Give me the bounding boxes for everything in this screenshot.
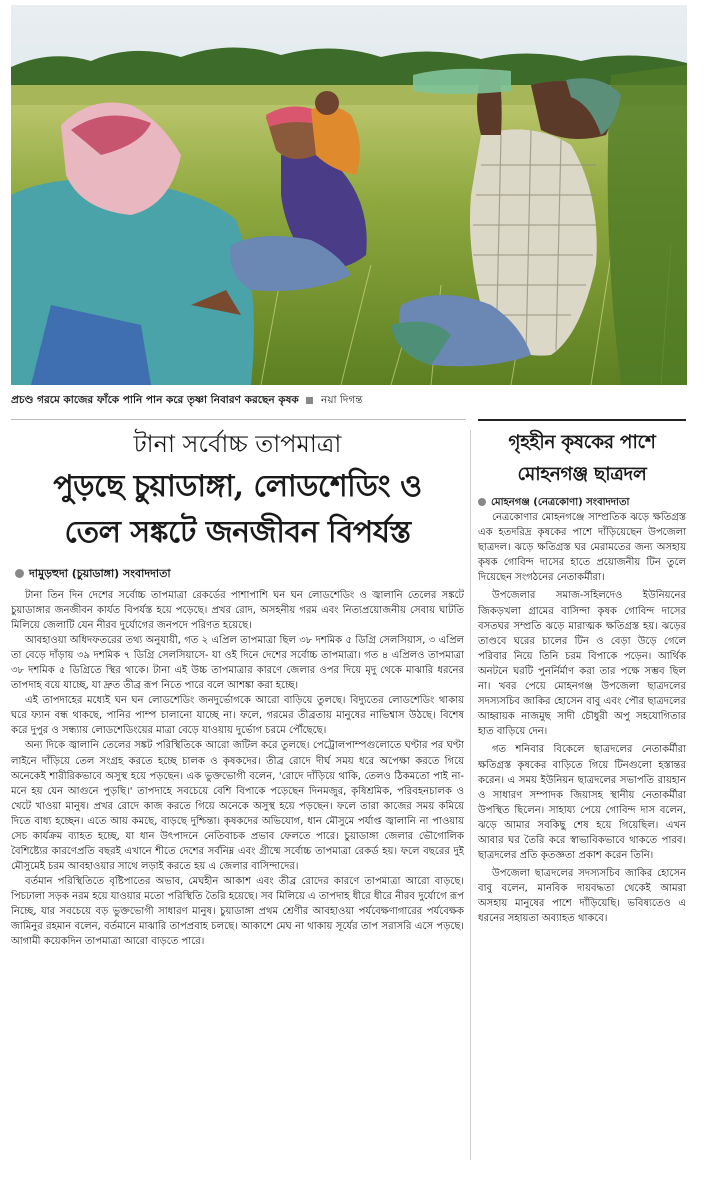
news-photo [11,5,687,385]
paragraph: এই তাপদাহের মধ্যেই ঘন ঘন লোডশেডিং জনদুর্ভোগকে আরো বাড়িয়ে তুলছে। বিদ্যুতের লোডশেডিং থাকায় ঘরে ফ্যান বন্ধ থাকছে, পানির পাম্প চালানো যাচ্ছে না। ফলে, গরমের তীব্রতায় মানুষের নাভিশ্বাস উঠছে। বিশেষ করে দুপুর ও সন্ধ্যায় লোডশেডিংয়ের মাত্রা বেড়ে যাওয়ায় দুর্ভোগ চরমে পৌঁছেছে। [11,695,464,737]
byline-text: মোহনগঞ্জ (নেত্রকোণা) সংবাদদাতা [491,497,630,508]
photo-caption [11,392,687,408]
caption-text: প্রচণ্ড গরমে কাজের ফাঁকে পানি পান করে তৃষ্ণা নিবারণ করছেন কৃষক [11,394,299,406]
headline-line: গৃহহীন কৃষকের পাশে [508,432,656,453]
paragraph: টানা তিন দিন দেশের সর্বোচ্চ তাপমাত্রা রেকর্ডের পাশাপাশি ঘন ঘন লোডশেডিং ও জ্বালানি তেলের সঙ্কটে চুয়াডাঙ্গার জনজীবন কার্যত বিপর্যস্ত হয়ে পড়েছে। প্রখর রোদ, অসহনীয় গরম এবং নিত্যপ্রয়োজনীয় সেবায় ঘাটতি মিলিয়ে জেলাটি যেন নীরব দুর্যোগের জনপদে পরিণত হয়েছে। [11,590,464,632]
bullet-icon [15,569,24,578]
headline-line: তেল সঙ্কটে জনজীবন বিপর্যস্ত [64,515,411,550]
headline-line: পুড়ছে চুয়াডাঙ্গা, লোডশেডিং ও [53,469,422,504]
paragraph: উপজেলা ছাত্রদলের সদস্যসচিব জাকির হোসেন বাবু বলেন, মানবিক দায়বদ্ধতা থেকেই আমরা অসহায় মানুষের পাশে দাঁড়িয়েছি। ভবিষ্যতেও এ ধরনের সহায়তা অব্যাহত থাকবে। [478,868,686,925]
paragraph: অন্য দিকে জ্বালানি তেলের সঙ্কট পরিস্থিতিকে আরো জটিল করে তুলছে। পেট্রোলপাম্পগুলোতে ঘণ্টার পর ঘণ্টা লাইনে দাঁড়িয়ে তেল সংগ্রহ করতে হচ্ছে চালক ও কৃষকদের। তীব্র রোদে দীর্ঘ সময় ধরে অপেক্ষা করতে গিয়ে অনেকেই শারীরিকভাবে অসুস্থ হয়ে পড়ছেন। এক ভুক্তভোগী বলেন, 'রোদে দাঁড়িয়ে থাকি, তেলও ঠিকমতো পাই না- মনে হয় যেন আগুনে পুড়ছি।' তাপদাহে সবচেয়ে বেশি বিপাকে পড়েছেন দিনমজুর, কৃষিশ্রমিক, পরিবহনচালক ও খেটে খাওয়া মানুষ। প্রখর রোদে কাজ করতে গিয়ে অনেকে অসুস্থ হয়ে পড়ছেন। ফলে তারা কাজের সময় কমিয়ে দিতে বাধ্য হচ্ছেন। এতে আয় কমছে, বাড়ছে দুশ্চিন্তা। কৃষকদের অভিযোগ, ধান মৌসুমে পর্যাপ্ত জ্বালানি না পাওয়ায় সেচ কার্যক্রম ব্যাহত হচ্ছে, যা ধান উৎপাদনে নেতিবাচক প্রভাব ফেলতে পারে। চুয়াডাঙ্গা জেলার ভৌগোলিক বৈশিষ্ট্যের কারণেপ্রতি বছরই এখানে শীতে দেশের সর্বনিম্ন এবং গ্রীষ্মে সর্বোচ্চ তাপমাত্রা রেকর্ড হয়। ফলে বছরের দুই মৌসুমেই চরম আবহাওয়ার সাথে লড়াই করতে হয় এ জেলার বাসিন্দাদের। [11,740,464,872]
photo-credit: নয়া দিগন্ত [321,394,363,406]
bullet-icon [478,498,486,506]
farmers-drinking-water-photo [11,5,687,385]
side-headline [478,427,686,491]
divider [478,419,686,421]
headline-line: মোহনগঞ্জ ছাত্রদল [517,464,647,485]
side-article [478,423,686,927]
paragraph: উপজেলার সমাজ-সহিলদেও ইউনিয়নের জিকড়খলা গ্রামের বাসিন্দা কৃষক গোবিন্দ দাসের বসতঘর সম্প্রতি ঝড়ে মারাত্মক ক্ষতিগ্রস্ত হয়। ঝড়ের তাণ্ডবে ঘরের চালের টিন ও বেড়া উড়ে গেলে পরিবার নিয়ে তিনি চরম বিপাকে পড়েন। আর্থিক অনটনে ঘরটি পুনর্নির্মাণ করা তার পক্ষে সম্ভব ছিল না। খবর পেয়ে মোহনগঞ্জ উপজেলা ছাত্রদলের সদস্যসচিব জাকির হোসেন বাবু এবং পৌর ছাত্রদলের আহ্বায়ক নাজমুছ সাদী চৌধুরী অপু সহযোগিতার হাত বাড়িয়ে দেন। [478,590,686,738]
column-divider [470,430,471,1160]
paragraph: গত শনিবার বিকেলে ছাত্রদলের নেতাকর্মীরা ক্ষতিগ্রস্ত কৃষকের বাড়িতে গিয়ে টিনগুলো হস্তান্তর করেন। এ সময় ইউনিয়ন ছাত্রদলের সভাপতি রায়হান ও সাধারণ সম্পাদক জিয়াসহ স্থানীয় নেতাকর্মীরা উপস্থিত ছিলেন। সাহায্য পেয়ে গোবিন্দ দাস বলেন, ঝড়ে আমার সবকিছু শেষ হয়ে গিয়েছিল। এখন আবার ঘর তৈরি করে স্বাভাবিকভাবে থাকতে পারব। ছাত্রদলের প্রতি কৃতজ্ঞতা প্রকাশ করেন তিনি। [478,744,686,862]
article-body [11,588,464,949]
article-byline [15,566,464,582]
paragraph: নেত্রকোণার মোহনগঞ্জে সাম্প্রতিক ঝড়ে ক্ষতিগ্রস্ত এক হতদরিদ্র কৃষকের পাশে দাঁড়িয়েছেন উপজেলা ছাত্রদল। ঝড়ে ক্ষতিগ্রস্ত ঘর মেরামতের জন্য অসহায় কৃষক গোবিন্দ দাসের হাতে প্রয়োজনীয় টিন তুলে দিয়েছেন সংগঠনের নেতাকর্মীরা। [478,512,686,584]
article-kicker: টানা সর্বোচ্চ তাপমাত্রা [133,430,342,458]
side-body [478,510,686,927]
lead-article [11,420,464,949]
side-byline [478,495,686,510]
paragraph: আবহাওয়া অধিদফতরের তথ্য অনুযায়ী, গত ২ এপ্রিল তাপমাত্রা ছিল ৩৮ দশমিক ৫ ডিগ্রি সেলসিয়াস, ৩ এপ্রিল তা বেড়ে দাঁড়ায় ৩৯ দশমিক ৭ ডিগ্রি সেলসিয়াসে- যা ওই দিনে দেশের সর্বোচ্চ তাপমাত্রা। গত ৪ এপ্রিলও তাপমাত্রা ৩৮ দশমিক ৫ ডিগ্রিতে স্থির থাকে। টানা এই উচ্চ তাপমাত্রার কারণে জেলার ওপর দিয়ে মৃদু থেকে মাঝারি ধরনের তাপদাহ বয়ে যাচ্ছে, যা দ্রুত তীব্র রূপ নিতে পারে বলে আশঙ্কা করা হচ্ছে। [11,635,464,692]
article-headline [11,464,464,556]
byline-text: দামুড়হুদা (চুয়াডাঙ্গা) সংবাদদাতা [29,567,171,580]
paragraph: বর্তমান পরিস্থিতিতে বৃষ্টিপাতের অভাব, মেঘহীন আকাশ এবং তীব্র রোদের কারণে তাপমাত্রা আরো বাড়ছে। পিচঢালা সড়ক নরম হয়ে যাওয়ার মতো পরিস্থিতি তৈরি হয়েছে। সব মিলিয়ে এ তাপদাহ ধীরে ধীরে নীরব দুর্যোগে রূপ নিচ্ছে, যার সবচেয়ে বড় ভুক্তভোগী সাধারণ মানুষ। চুয়াডাঙ্গা প্রথম শ্রেণীর আবহাওয়া পর্যবেক্ষণাগারের পর্যবেক্ষক জামিনুর রহমান বলেন, বর্তমানে মাঝারি তাপপ্রবাহ চলছে। আকাশে মেঘ না থাকায় সূর্যের তাপ সরাসরি এসে পড়ছে। আগামী কয়েকদিন তাপমাত্রা আরো বাড়তে পারে। [11,875,464,948]
separator-square-icon [306,397,313,404]
